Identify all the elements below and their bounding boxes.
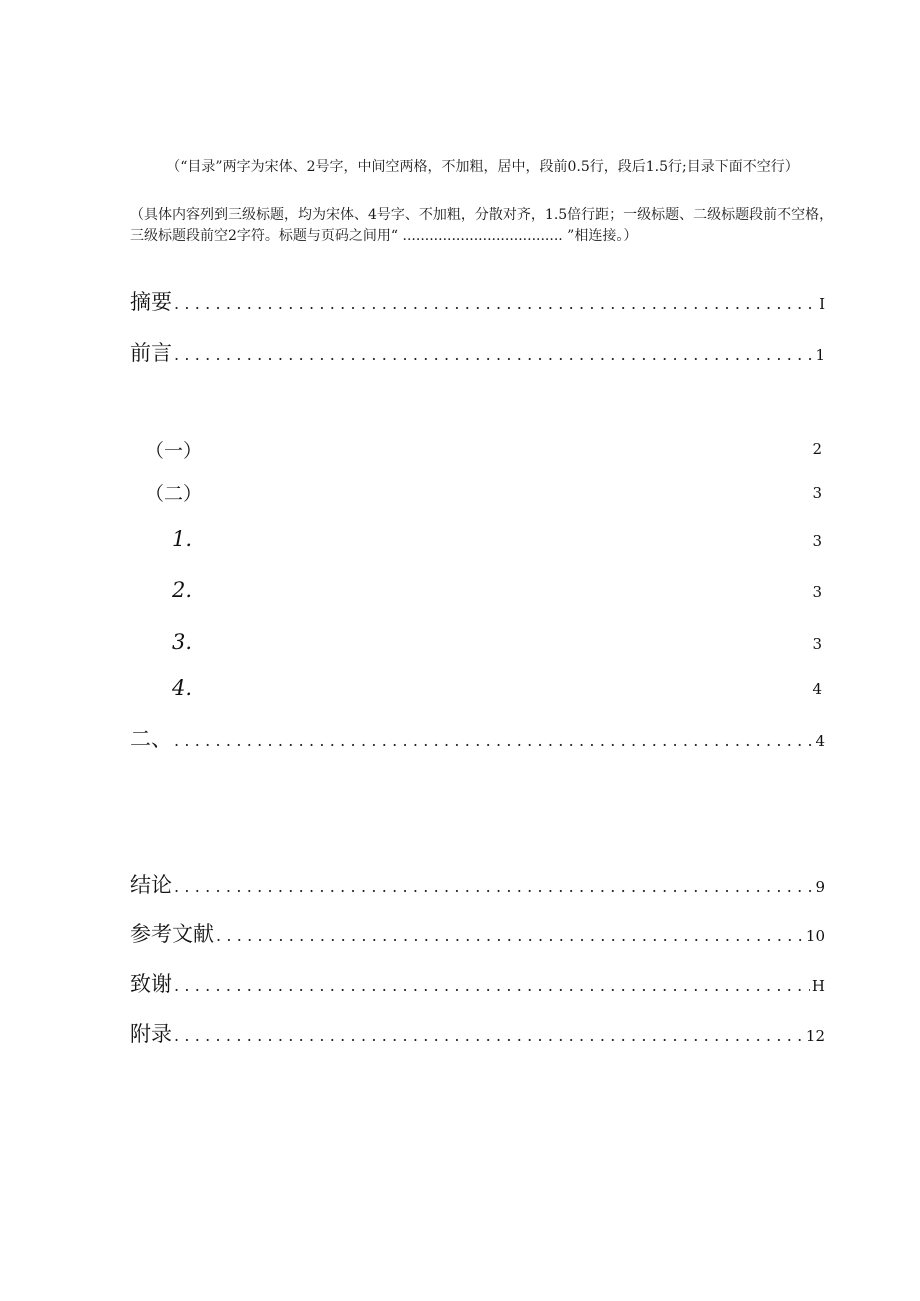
toc-heading-format-note: （“目录”两字为宋体、2号字，中间空两格，不加粗，居中，段前0.5行，段后1.5行;目录下面不空行） [166,159,799,175]
toc-subentry-1[interactable] [145,436,822,464]
toc-subentry-label: 3. [172,630,193,654]
toc-leader-dots [174,877,813,896]
toc-entry-label: 参考文献 [130,922,214,946]
toc-entry-label: 摘要 [130,290,172,314]
toc-leader-dots [174,976,810,995]
toc-subentry-page: 3 [812,484,822,502]
toc-subentry-page: 3 [812,532,822,550]
toc-leader-dots [174,294,817,313]
toc-leader-dots [174,345,813,364]
toc-entry-page: 4 [815,732,825,750]
toc-subentry-label: （一） [145,440,203,462]
toc-subentry-label: 4. [172,676,193,700]
toc-content-format-note: （具体内容列到三级标题，均为宋体、4号字、不加粗，分散对齐，1.5倍行距；一级标题、二级标题段前不空格，三级标题段前空2字符。标题与页码之间用“ .................................... ”相连接。） [130,207,834,244]
toc-subentry-label: （二） [145,483,203,505]
toc-subentry-5[interactable] [172,630,822,658]
toc-subentry-page: 3 [812,635,822,653]
toc-subentry-2[interactable] [145,479,822,507]
toc-subentry-4[interactable] [172,578,822,606]
toc-leader-dots [216,926,804,945]
toc-entry-label: 二、 [130,727,172,751]
toc-entry-page: 12 [805,1027,825,1045]
toc-subentry-page: 2 [812,440,822,458]
toc-entry-preface[interactable] [130,337,825,367]
toc-entry-label: 前言 [130,341,172,365]
toc-entry-page: 10 [805,927,825,945]
toc-entry-section-two[interactable] [130,723,825,753]
toc-entry-acknowledgements[interactable] [130,968,825,998]
toc-subentry-page: 3 [812,583,822,601]
toc-entry-conclusion[interactable] [130,869,825,899]
toc-entry-abstract[interactable] [130,286,825,316]
toc-entry-references[interactable] [130,918,825,948]
toc-leader-dots [174,1026,804,1045]
toc-entry-label: 附录 [130,1022,172,1046]
toc-entry-label: 结论 [130,873,172,897]
toc-entry-page: I [819,295,825,313]
toc-entry-page: 1 [815,346,825,364]
toc-subentry-6[interactable] [172,676,822,704]
toc-subentry-3[interactable] [172,527,822,555]
toc-entry-appendix[interactable] [130,1018,825,1048]
toc-subentry-label: 1. [172,527,193,551]
toc-subentry-label: 2. [172,578,193,602]
toc-entry-page: H [811,977,825,995]
toc-entry-label: 致谢 [130,972,172,996]
toc-subentry-page: 4 [812,680,822,698]
toc-leader-dots [174,731,813,750]
toc-entry-page: 9 [815,878,825,896]
